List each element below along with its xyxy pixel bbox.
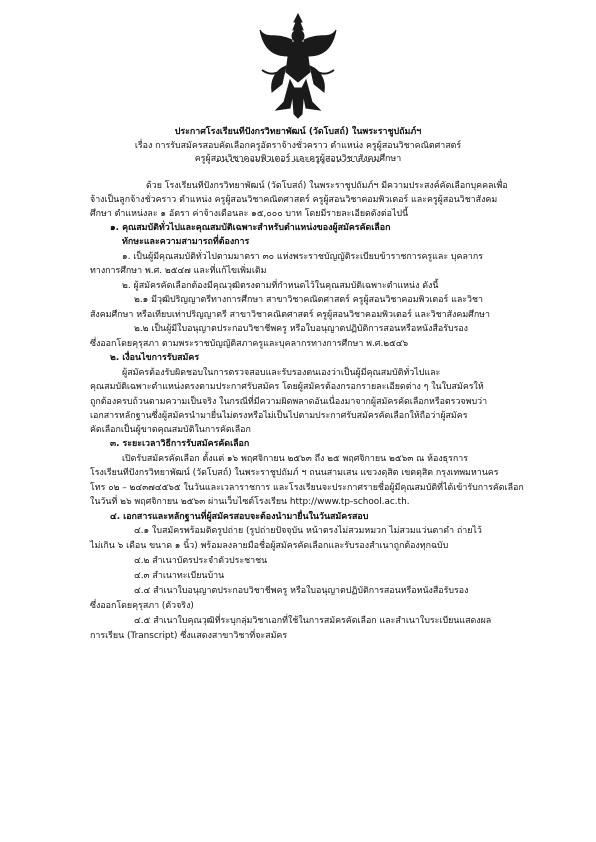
section-2-line-4: เอกสารหลักฐานซึ่งผู้สมัครนำมายื่นไม่ตรงหรือไม่เป็นไปตามประกาศรับสมัครคัดเลือกให้ถือว่าผู้สมัคร xyxy=(90,411,468,421)
section-2-heading: ๒. เงื่อนไขการรับสมัคร xyxy=(110,353,200,363)
item-4-1-line-2: ไม่เกิน ๖ เดือน ขนาด ๑ นิ้ว) พร้อมลงลายมือชื่อผู้สมัครคัดเลือกและรับรองสำเนาถูกต้องทุกฉบับ xyxy=(90,541,449,551)
subject-line-2: ครูผู้สอนวิชาคอมพิวเตอร์ และครูผู้สอนวิชาสังคมศึกษา xyxy=(194,154,402,164)
item-4-3: ๔.๓ สำเนาทะเบียนบ้าน xyxy=(134,571,225,581)
item-2-2-line-1: ๒.๒ เป็นผู้มีใบอนุญาตประกอบวิชาชีพครู หรือใบอนุญาตปฏิบัติการสอนหรือหนังสือรับรอง xyxy=(134,324,469,334)
section-3-heading: ๓. ระยะเวลาวิธีการรับสมัครคัดเลือก xyxy=(110,439,250,449)
section-4-heading: ๔. เอกสารและหลักฐานที่ผู้สมัครสอบจะต้องนำมายื่นในวันสมัครสอบ xyxy=(110,512,369,522)
item-1-1-line-2: ทางการศึกษา พ.ศ. ๒๕๔๗ และที่แก้ไขเพิ่มเติม xyxy=(90,266,267,276)
section-3-line-1: เปิดรับสมัครคัดเลือก ตั้งแต่ ๑๖ พฤศจิกายน ๒๕๖๓ ถึง ๒๕ พฤศจิกายน ๒๕๖๓ ณ ห้องธุรการ xyxy=(122,454,468,464)
section-1-subheading: ทักษะและความสามารถที่ต้องการ xyxy=(122,237,250,247)
section-3-line-3: โทร ๐๒ – ๒๔๓๗๔๕๖๕ ในวันและเวลาราชการ และโรงเรียนจะประกาศรายชื่อผู้มีคุณสมบัติที่ได้เข้ารับการคัดเลือก xyxy=(90,483,524,493)
item-2-1-line-1: ๒.๑ มีวุฒิปริญญาตรีทางการศึกษา สาขาวิชาคณิตศาสตร์ ครูผู้สอนวิชาคอมพิวเตอร์ และวิชา xyxy=(134,295,484,305)
section-1-heading: ๑. คุณสมบัติทั่วไปและคุณสมบัติเฉพาะสำหรับตำแหน่งของผู้สมัครคัดเลือก xyxy=(110,223,391,233)
intro-line-2: จ้างเป็นลูกจ้างชั่วคราว ตำแหน่ง ครูผู้สอนวิชาคณิตศาสตร์ ครูผู้สอนวิชาคอมพิวเตอร์ และครูผู้สอนวิชาสังคม xyxy=(90,195,498,205)
section-3-line-4: ในวันที่ ๒๖ พฤศจิกายน ๒๕๖๓ ผ่านเว็บไซต์โรงเรียน http://www.tp-school.ac.th. xyxy=(90,497,410,507)
garuda-emblem-icon xyxy=(256,10,340,120)
item-1-2: ๒. ผู้สมัครคัดเลือกต้องมีคุณวุฒิตรงตามที่กำหนดไว้ในคุณสมบัติเฉพาะตำแหน่ง ดังนี้ xyxy=(122,281,439,291)
section-2-line-5: คัดเลือกเป็นผู้ขาดคุณสมบัติในการคัดเลือก xyxy=(90,425,251,435)
intro-line-3: ศึกษา ตำแหน่งละ ๑ อัตรา ค่าจ้างเดือนละ ๑๕,๐๐๐ บาท โดยมีรายละเอียดดังต่อไปนี้ xyxy=(90,209,409,219)
item-4-5-line-1: ๔.๕ สำเนาใบคุณวุฒิที่ระบุกลุ่มวิชาเอกที่ใช้ในการสมัครคัดเลือก และสำเนาใบระเบียนแสดงผล xyxy=(134,616,492,626)
title-divider xyxy=(216,161,380,162)
section-3-line-2: โรงเรียนทีปังกรวิทยาพัฒน์ (วัดโบสถ์) ในพระราชูปถัมภ์ ฯ ถนนสามเสน แขวงดุสิต เขตดุสิต กรุงเทพมหานคร xyxy=(90,468,499,478)
section-2-line-2: คุณสมบัติเฉพาะตำแหน่งตรงตามประกาศรับสมัคร โดยผู้สมัครต้องกรอกรายละเอียดต่าง ๆ ในใบสมัครให้ xyxy=(90,382,484,392)
item-2-2-line-2: ซึ่งออกโดยคุรุสภา ตามพระราชบัญญัติสภาครูและบุคลากรทางการศึกษา พ.ศ.๒๕๔๖ xyxy=(90,339,409,349)
item-4-2: ๔.๒ สำเนาบัตรประจำตัวประชาชน xyxy=(134,556,268,566)
item-4-5-line-2: การเรียน (Transcript) ซึ่งแสดงสาขาวิชาที่จะสมัคร xyxy=(90,631,288,641)
item-4-4-line-2: ซึ่งออกโดยคุรุสภา (ตัวจริง) xyxy=(90,601,194,611)
subject-line-1: เรื่อง การรับสมัครสอบคัดเลือกครูอัตราจ้างชั่วคราว ตำแหน่ง ครูผู้สอนวิชาคณิตศาสตร์ xyxy=(134,141,462,151)
intro-line-1: ด้วย โรงเรียนทีปังกรวิทยาพัฒน์ (วัดโบสถ์) ในพระราชูปถัมภ์ฯ มีความประสงค์คัดเลือกบุคคลเพื่อ xyxy=(146,181,508,191)
item-1-1-line-1: ๑. เป็นผู้มีคุณสมบัติทั่วไปตามมาตรา ๓๐ แห่งพระราชบัญญัติระเบียบข้าราชการครูและ บุคลากร xyxy=(122,252,484,262)
item-4-4-line-1: ๔.๔ สำเนาใบอนุญาตประกอบวิชาชีพครู หรือใบอนุญาตปฏิบัติการสอนหรือหนังสือรับรอง xyxy=(134,586,469,596)
document-title: ประกาศโรงเรียนทีปังกรวิทยาพัฒน์ (วัดโบสถ์) ในพระราชูปถัมภ์ฯ xyxy=(174,127,422,137)
item-2-1-line-2: สังคมศึกษา หรือเทียบเท่าปริญญาตรี สาขาวิชาคณิตศาสตร์ ครูผู้สอนวิชาคอมพิวเตอร์ และวิชาสังคมศึกษา xyxy=(90,310,491,320)
section-2-line-1: ผู้สมัครต้องรับผิดชอบในการตรวจสอบและรับรองตนเองว่าเป็นผู้มีคุณสมบัติทั่วไปและ xyxy=(122,368,441,378)
item-4-1-line-1: ๔.๑ ใบสมัครพร้อมติดรูปถ่าย (รูปถ่ายปัจจุบัน หน้าตรงไม่สวมหมวก ไม่สวมแว่นตาดำ ถ่ายไว้ xyxy=(134,526,482,536)
section-2-line-3: ถูกต้องครบถ้วนตามความเป็นจริง ในกรณีที่มีความผิดพลาดอันเนื่องมาจากผู้สมัครคัดเลือกหรือตรวจพบว่า xyxy=(90,397,488,407)
